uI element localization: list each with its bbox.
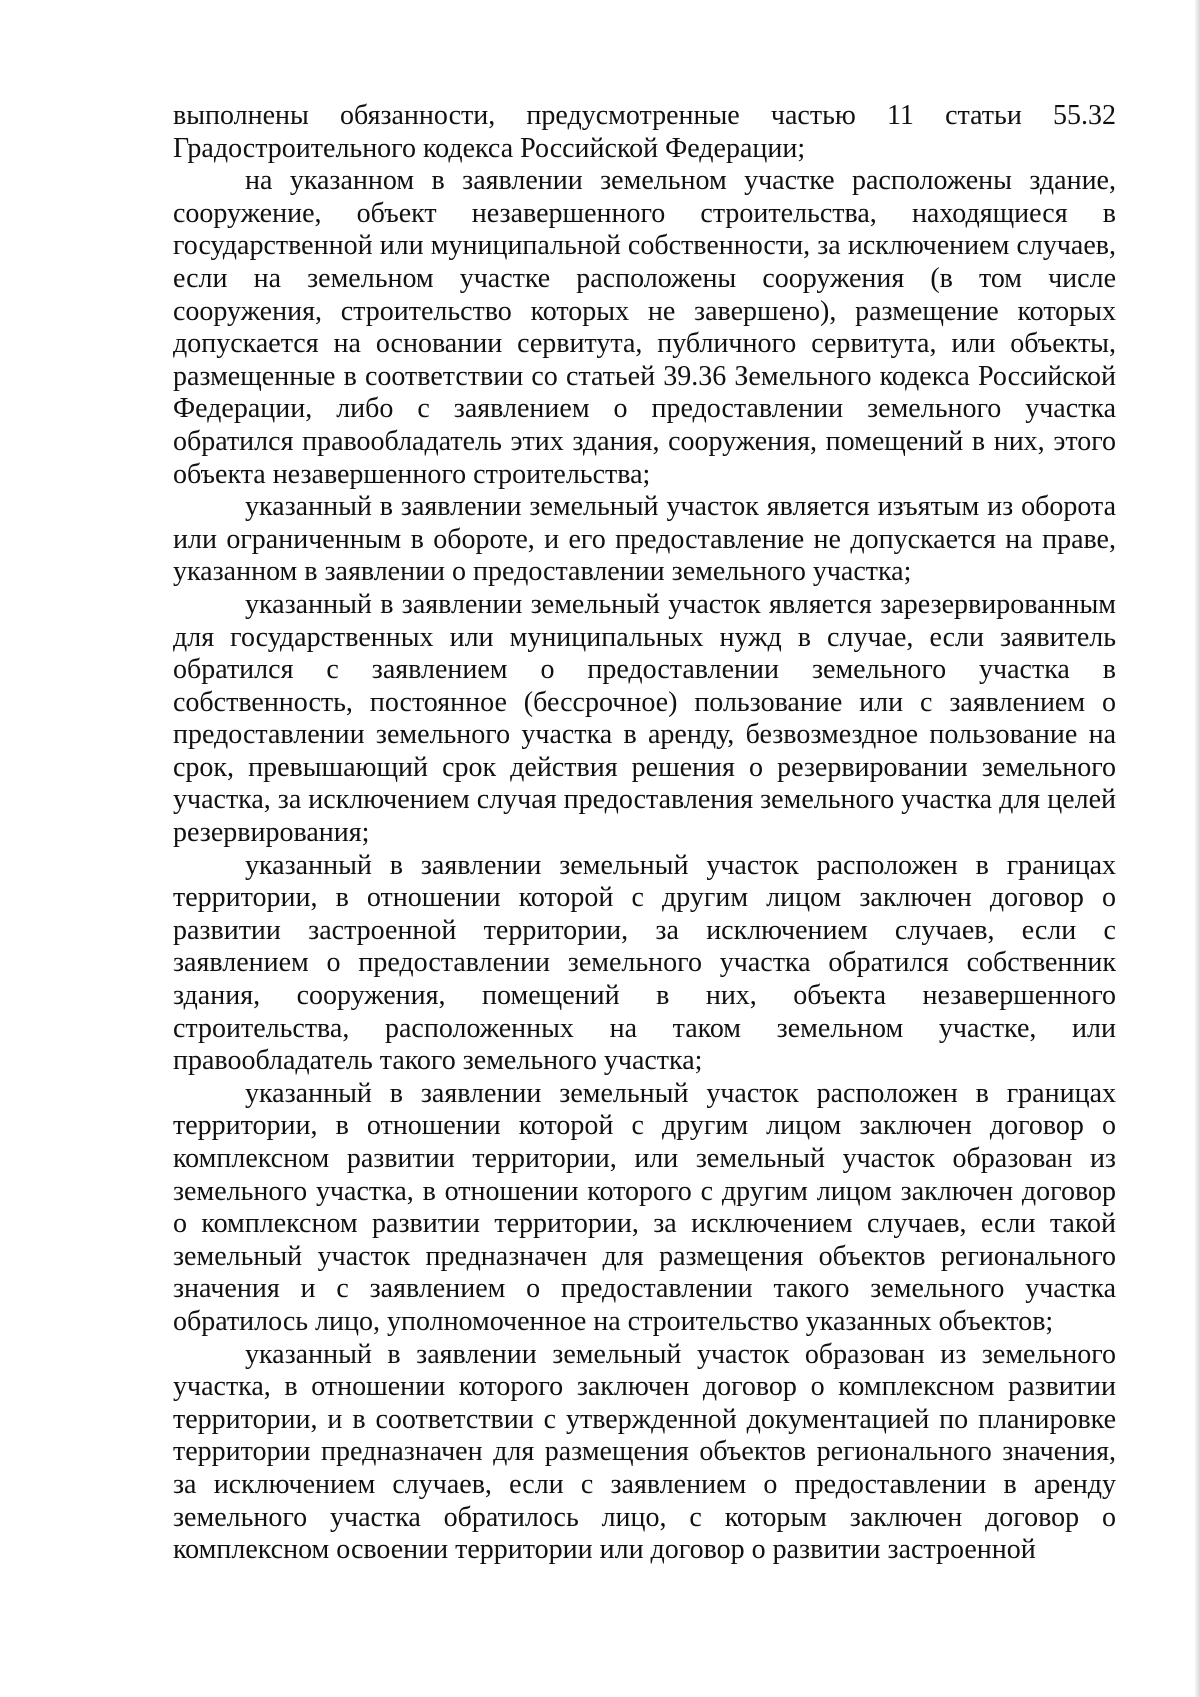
paragraph-4: указанный в заявлении земельный участок является зарезервированным для государственных или муниципальных нужд в случае, если заявитель обратился с заявлением о предоставлении земельного участка в собственность, постоянное (бессрочное) пользование или с заявлением о предоставлении земельного участка в аренду, безвозмездное пользование на срок, превышающий срок действия решения о резервировании земельного участка, за исключением случая предоставления земельного участка для целей резервирования; [173, 588, 1116, 849]
paragraph-1: выполнены обязанности, предусмотренные частью 11 статьи 55.32 Градостроительного кодекса Российской Федерации; [173, 100, 1116, 164]
document-body [173, 100, 1116, 1567]
paragraph-5: указанный в заявлении земельный участок расположен в границах территории, в отношении которой с другим лицом заключен договор о развитии застроенной территории, за исключением случаев, если с заявлением о предоставлении земельного участка обратился собственник здания, сооружения, помещений в них, объекта незавершенного строительства, расположенных на таком земельном участке, или правообладатель такого земельного участка; [173, 849, 1116, 1077]
paragraph-2: на указанном в заявлении земельном участке расположены здание, сооружение, объект незавершенного строительства, находящиеся в государственной или муниципальной собственности, за исключением случаев, если на земельном участке расположены сооружения (в том числе сооружения, строительство которых не завершено), размещение которых допускается на основании сервитута, публичного сервитута, или объекты, размещенные в соответствии со статьей 39.36 Земельного кодекса Российской Федерации, либо с заявлением о предоставлении земельного участка обратился правообладатель этих здания, сооружения, помещений в них, этого объекта незавершенного строительства; [173, 165, 1116, 490]
paragraph-7: указанный в заявлении земельный участок образован из земельного участка, в отношении которого заключен договор о комплексном развитии территории, и в соответствии с утвержденной документацией по планировке территории предназначен для размещения объектов регионального значения, за исключением случаев, если с заявлением о предоставлении в аренду земельного участка обратилось лицо, с которым заключен договор о комплексном освоении территории или договор о развитии застроенной [173, 1338, 1116, 1566]
page-edge-shadow [1194, 0, 1200, 1697]
paragraph-3: указанный в заявлении земельный участок является изъятым из оборота или ограниченным в обороте, и его предоставление не допускается на праве, указанном в заявлении о предоставлении земельного участка; [173, 491, 1116, 588]
paragraph-6: указанный в заявлении земельный участок расположен в границах территории, в отношении которой с другим лицом заключен договор о комплексном развитии территории, или земельный участок образован из земельного участка, в отношении которого с другим лицом заключен договор о комплексном развитии территории, за исключением случаев, если такой земельный участок предназначен для размещения объектов регионального значения и с заявлением о предоставлении такого земельного участка обратилось лицо, уполномоченное на строительство указанных объектов; [173, 1077, 1116, 1337]
